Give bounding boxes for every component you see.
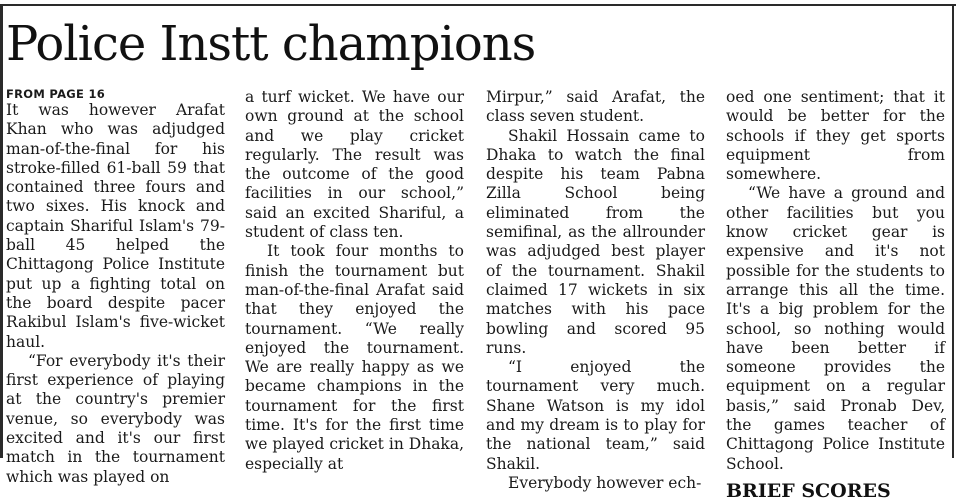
article-column-1	[6, 88, 225, 487]
paragraph: oed one sentiment; that it would be better for the schools if they get sports equipment from somewhere.	[726, 88, 945, 184]
left-border	[0, 4, 3, 458]
headline: Police Instt champions	[6, 16, 536, 72]
paragraph: “We have a ground and other facilities but you know cricket gear is expensive and it's not possible for the students to arrange this all the time. It's a big problem for the school, so nothing would have been better if someone provides the equipment on a regular basis,” said Pronab Dev, the games teacher of Chittagong Police Institute School.	[726, 184, 945, 473]
paragraph: Shakil Hossain came to Dhaka to watch the final despite his team Pabna Zilla School being eliminated from the semifinal, as the allrounder was adjudged best player of the tournament. Shakil claimed 17 wickets in six matches with his pace bowling and scored 95 runs.	[486, 126, 705, 357]
article-column-3	[486, 88, 705, 493]
paragraph: Mirpur,” said Arafat, the class seven student.	[486, 88, 705, 126]
brief-scores-heading: BRIEF SCORES	[726, 479, 891, 502]
paragraph: a turf wicket. We have our own ground at the school and we play cricket regularly. The result was the outcome of the good facilities in our school,” said an excited Shariful, a student of class ten.	[245, 88, 464, 242]
kicker: FROM PAGE 16	[6, 87, 106, 101]
paragraph: It was however Arafat Khan who was adjudged man-of-the-final for his stroke-filled 61-ball 59 that contained three fours and two sixes. His knock and captain Shariful Islam's 79-ball 45 helped the Chittagong Police Institute put up a fighting total on the board despite pacer Rakibul Islam's five-wicket haul.	[6, 101, 225, 351]
right-border	[952, 4, 954, 458]
paragraph: Everybody however ech-	[508, 473, 702, 492]
paragraph: It took four months to finish the tournament but man-of-the-final Arafat said that they enjoyed the tournament. “We really enjoyed the tournament. We are really happy as we became champions in the tournament for the first time. It's for the first time we played cricket in Dhaka, especially at	[245, 242, 464, 473]
article-column-2	[245, 88, 464, 474]
paragraph: “For everybody it's their first experience of playing at the country's premier venue, so everybody was excited and it's our first match in the tournament which was played on	[6, 351, 225, 486]
article-column-4	[726, 88, 945, 502]
paragraph: “I enjoyed the tournament very much. Shane Watson is my idol and my dream is to play for the national team,” said Shakil.	[486, 358, 705, 473]
top-border	[0, 4, 956, 6]
